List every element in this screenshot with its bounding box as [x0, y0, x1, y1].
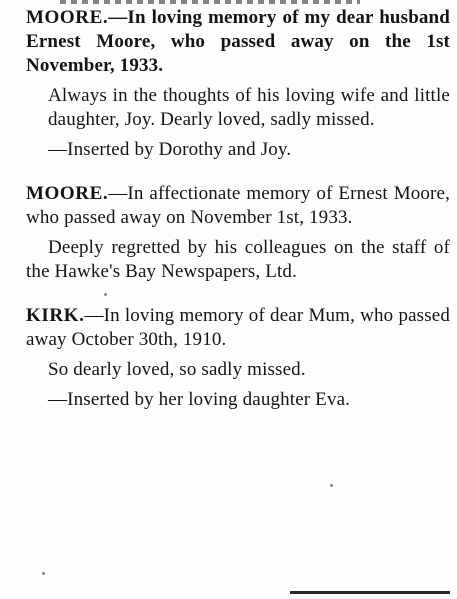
notice-verse: Always in the thoughts of his loving wife and little daughter, Joy. Dearly loved, sadly missed.: [48, 85, 450, 130]
notice-surname: KIRK.: [26, 305, 85, 326]
print-speck: [104, 293, 107, 296]
notice-lead-text: —In loving memory of dear Mum, who passed away October 30th, 1910.: [26, 305, 450, 350]
notice-moore-colleagues: [26, 182, 450, 284]
notice-inserted-by: —Inserted by Dorothy and Joy.: [48, 139, 292, 160]
notice-inserted-by: —Inserted by her loving daughter Eva.: [48, 389, 351, 410]
notice-lead: [26, 6, 450, 78]
notice-lead-text: —In affectionate memory of Ernest Moore, who passed away on November 1st, 1933.: [26, 183, 450, 228]
print-speck: [42, 572, 45, 575]
notice-moore-family: [26, 6, 450, 162]
column-bottom-rule: [290, 591, 450, 594]
notice-lead-text: —In loving memory of my dear husband Ernest Moore, who passed away on the 1st November, 1933.: [26, 7, 450, 76]
print-speck: [330, 484, 333, 487]
clipping-top-edge: [60, 0, 360, 4]
notice-lead: [26, 182, 450, 230]
notice-surname: MOORE.: [26, 7, 109, 28]
notice-surname: MOORE.: [26, 183, 109, 204]
in-memoriam-column: [26, 6, 450, 412]
notice-kirk: [26, 304, 450, 412]
notice-verse: Deeply regretted by his colleagues on the staff of the Hawke's Bay Newspapers, Ltd.: [26, 237, 450, 282]
notice-verse: So dearly loved, so sadly missed.: [48, 359, 306, 380]
notice-lead: [26, 304, 450, 352]
